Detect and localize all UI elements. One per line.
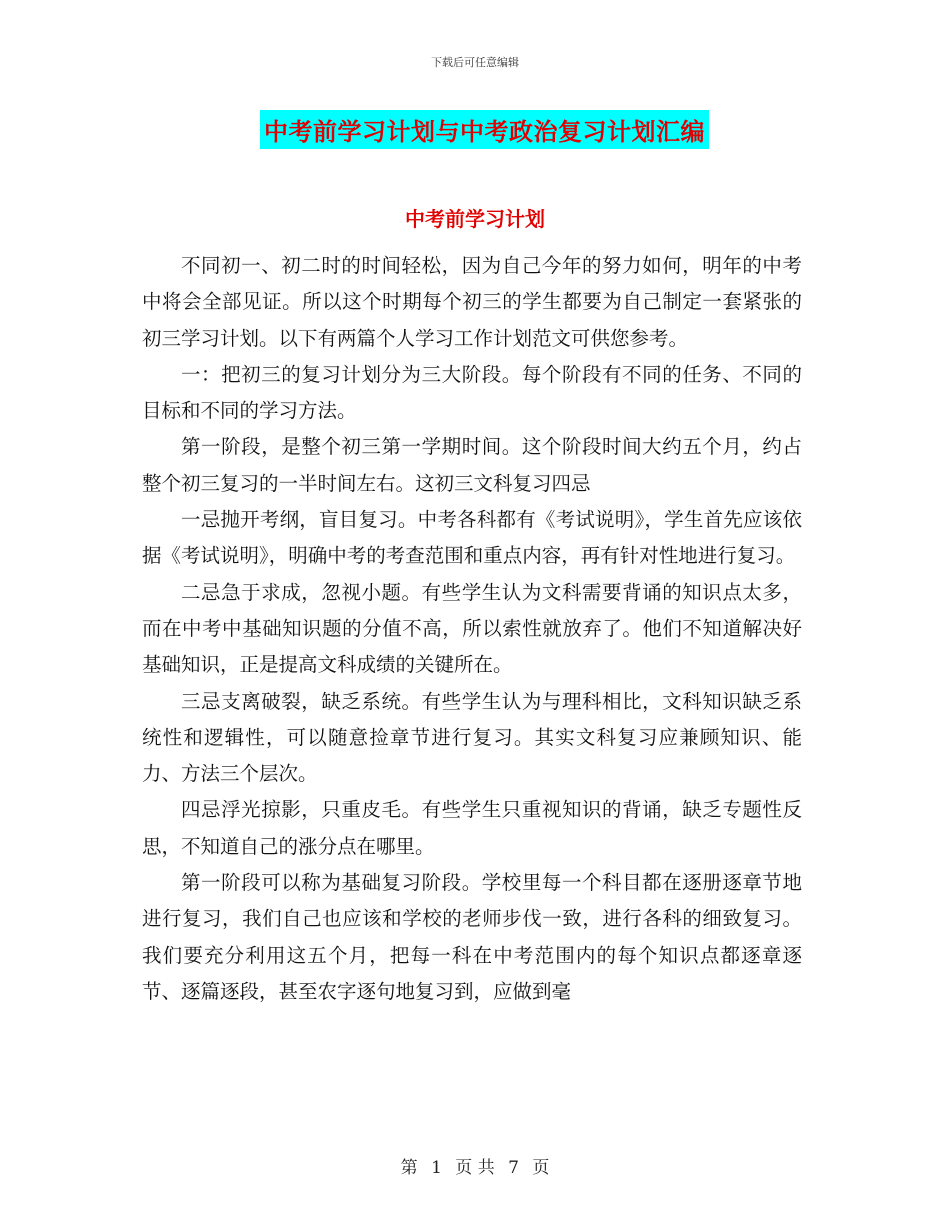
paragraph: 不同初一、初二时的时间轻松，因为自己今年的努力如何，明年的中考中将会全部见证。所以这个时期每个初三的学生都要为自己制定一套紧张的初三学习计划。以下有两篇个人学习工作计划范文可供您参考。 bbox=[142, 254, 802, 350]
paragraph: 第一阶段，是整个初三第一学期时间。这个阶段时间大约五个月，约占整个初三复习的一半时间左右。这初三文科复习四忌 bbox=[142, 435, 802, 495]
paragraph: 三忌支离破裂，缺乏系统。有些学生认为与理科相比，文科知识缺乏系统性和逻辑性，可以随意捡章节进行复习。其实文科复习应兼顾知识、能力、方法三个层次。 bbox=[142, 689, 802, 786]
footer-suffix: 页 bbox=[532, 1158, 550, 1178]
page-total: 7 bbox=[508, 1158, 519, 1178]
page-number: 1 bbox=[431, 1158, 442, 1178]
paragraph: 四忌浮光掠影，只重皮毛。有些学生只重视知识的背诵，缺乏专题性反思，不知道自己的涨分点在哪里。 bbox=[142, 798, 802, 858]
paragraph: 一忌抛开考纲，盲目复习。中考各科都有《考试说明》，学生首先应该依据《考试说明》，明确中考的考查范围和重点内容，再有针对性地进行复习。 bbox=[142, 508, 802, 568]
paragraph: 一：把初三的复习计划分为三大阶段。每个阶段有不同的任务、不同的目标和不同的学习方法。 bbox=[142, 362, 802, 423]
document-body bbox=[142, 248, 802, 1010]
footer-prefix: 第 bbox=[400, 1158, 418, 1178]
paragraph: 二忌急于求成，忽视小题。有些学生认为文科需要背诵的知识点太多，而在中考中基础知识题的分值不高，所以索性就放弃了。他们不知道解决好基础知识，正是提高文科成绩的关键所在。 bbox=[142, 580, 802, 677]
paragraph: 第一阶段可以称为基础复习阶段。学校里每一个科目都在逐册逐章节地进行复习，我们自己也应该和学校的老师步伐一致，进行各科的细致复习。我们要充分利用这五个月，把每一科在中考范围内的每个知识点都逐章逐节、逐篇逐段，甚至农字逐句地复习到，应做到毫 bbox=[142, 871, 802, 1003]
document-title: 中考前学习计划与中考政治复习计划汇编 bbox=[260, 110, 709, 149]
footer-middle: 页 共 bbox=[455, 1158, 495, 1178]
section-title: 中考前学习计划 bbox=[405, 207, 545, 231]
header-note: 下载后可任意编辑 bbox=[431, 56, 519, 69]
page-footer bbox=[0, 1153, 950, 1178]
